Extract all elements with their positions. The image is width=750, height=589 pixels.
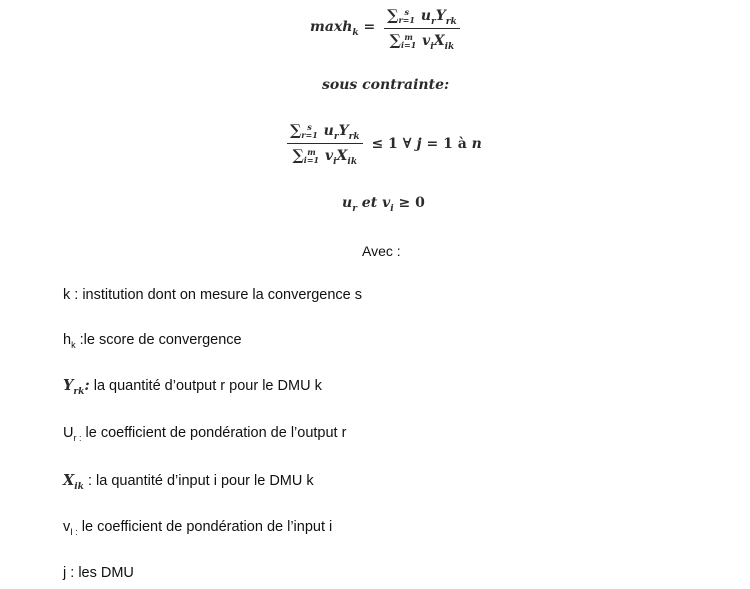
definition-xik: $X_{ik}$ : la quantité d’input i pour le DMU k	[63, 472, 314, 492]
definition-j: j : les DMU	[63, 565, 134, 581]
xik-symbol: $X_{ik}$	[63, 472, 84, 492]
objective-numerator: ∑ s r=1 $u_rY_{rk}$	[384, 6, 460, 29]
subject-to-label: sous contrainte:	[322, 77, 450, 93]
definition-vi: $v_{I :}$ le coefficient de pondération de l’input i	[63, 519, 333, 537]
constraint-fraction	[287, 121, 363, 167]
objective-lhs: maxh$_k$ =	[310, 19, 376, 39]
definition-hk: $h_k$ :le score de convergence	[63, 332, 242, 350]
nonnegativity-equation: $u_r$ et $v_i \ge 0$	[342, 195, 425, 214]
definition-k: k : institution dont on mesure la convergence s	[63, 287, 363, 303]
definition-yrk: $Y_{rk}$: la quantité d’output r pour le DMU k	[63, 377, 322, 397]
constraint-rhs: ≤ 1 ∀ j = 1 à n	[371, 135, 482, 152]
yrk-symbol: $Y_{rk}$:	[63, 377, 90, 397]
constraint-denominator: ∑ m i=1 $v_iX_{ik}$	[292, 145, 358, 167]
constraint-equation	[287, 121, 482, 167]
constraint-numerator: ∑ s r=1 $u_rY_{rk}$	[287, 121, 363, 144]
objective-fraction	[384, 6, 460, 52]
objective-equation	[310, 6, 460, 52]
objective-denominator: ∑ m i=1 $v_iX_{ik}$	[389, 30, 455, 52]
definition-ur: $U_{r :}$ le coefficient de pondération de l’output r	[63, 425, 347, 443]
avec-label: Avec :	[362, 243, 401, 259]
